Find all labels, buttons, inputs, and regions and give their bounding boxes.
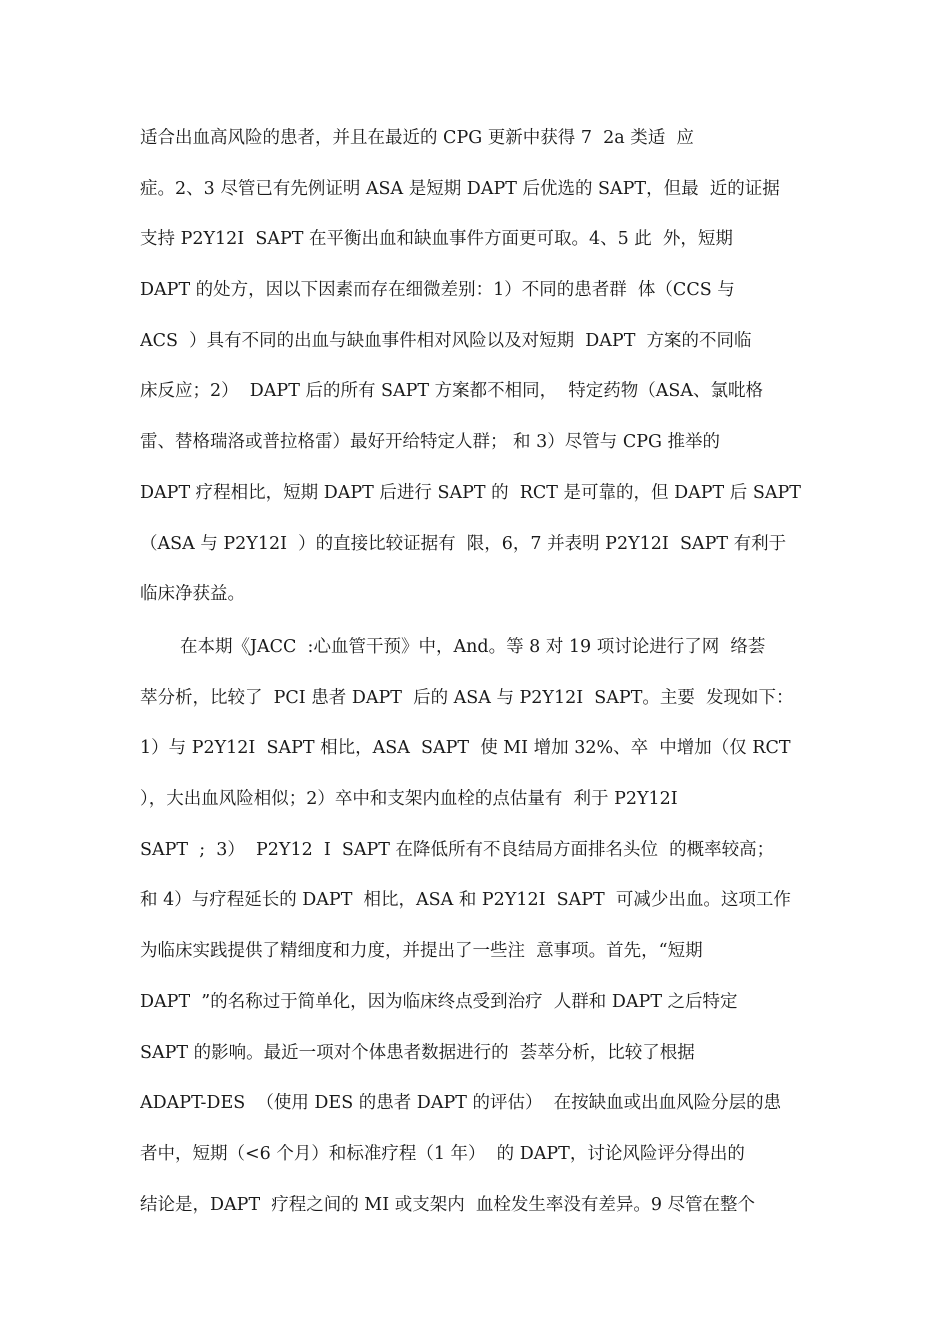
text-line: SAPT 的影响。最近一项对个体患者数据进行的 荟萃分析，比较了根据 [140, 1042, 695, 1063]
text-line: ），大出血风险相似；2）卒中和支架内血栓的点估量有 利于 P2Y12I [140, 789, 678, 810]
text-line: 萃分析，比较了 PCI 患者 DAPT 后的 ASA 与 P2Y12I SAPT。主要 发现如下： [140, 687, 794, 708]
text-line: 症。2、3 尽管已有先例证明 ASA 是短期 DAPT 后优选的 SAPT，但最 近的证据 [140, 178, 780, 199]
text-line: SAPT ; 3） P2Y12 I SAPT 在降低所有不良结局方面排名头位 的概率较高； [140, 839, 775, 860]
text-line: 1）与 P2Y12I SAPT 相比，ASA SAPT 使 MI 增加 32%、卒 中增加（仅 RCT [140, 738, 791, 759]
text-line: （ASA 与 P2Y12I ）的直接比较证据有 限，6，7 并表明 P2Y12I SAPT 有利于 [140, 533, 787, 554]
text-line: ACS ）具有不同的出血与缺血事件相对风险以及对短期 DAPT 方案的不同临 [140, 330, 752, 351]
text-line: 在本期《JACC :心血管干预》中，And。等 8 对 19 项讨论进行了网 络荟 [180, 637, 766, 657]
text-line: 雷、替格瑞洛或普拉格雷）最好开给特定人群； 和 3）尽管与 CPG 推举的 [140, 432, 721, 453]
text-line: DAPT 的处方，因以下因素而存在细微差别：1）不同的患者群 体（CCS 与 [140, 280, 735, 301]
text-line: 结论是，DAPT 疗程之间的 MI 或支架内 血栓发生率没有差异。9 尽管在整个 [140, 1194, 756, 1215]
text-line: 适合出血高风险的患者，并且在最近的 CPG 更新中获得 7 2a 类适 应 [140, 128, 694, 148]
text-line: 为临床实践提供了精细度和力度，并提出了一些注 意事项。首先，“短期 [140, 941, 703, 962]
text-line: DAPT 疗程相比，短期 DAPT 后进行 SAPT 的 RCT 是可靠的，但 DAPT 后 SAPT [140, 482, 801, 503]
paragraph-2 [140, 622, 820, 1230]
text-line: 者中，短期（<6 个月）和标准疗程（1 年） 的 DAPT，讨论风险评分得出的 [140, 1143, 745, 1164]
text-line: 临床净获益。 [140, 584, 245, 605]
text-line: ADAPT-DES （使用 DES 的患者 DAPT 的评估） 在按缺血或出血风险分层的患 [140, 1093, 782, 1114]
text-line: DAPT ”的名称过于简单化，因为临床终点受到治疗 人群和 DAPT 之后特定 [140, 991, 738, 1012]
text-line: 支持 P2Y12I SAPT 在平衡出血和缺血事件方面更可取。4、5 此 外，短期 [140, 229, 733, 250]
text-line: 和 4）与疗程延长的 DAPT 相比，ASA 和 P2Y12I SAPT 可减少出血。这项工作 [140, 890, 791, 911]
text-line: 床反应；2） DAPT 后的所有 SAPT 方案都不相同， 特定药物（ASA、氯吡格 [140, 381, 764, 402]
paragraph-1 [140, 113, 820, 620]
